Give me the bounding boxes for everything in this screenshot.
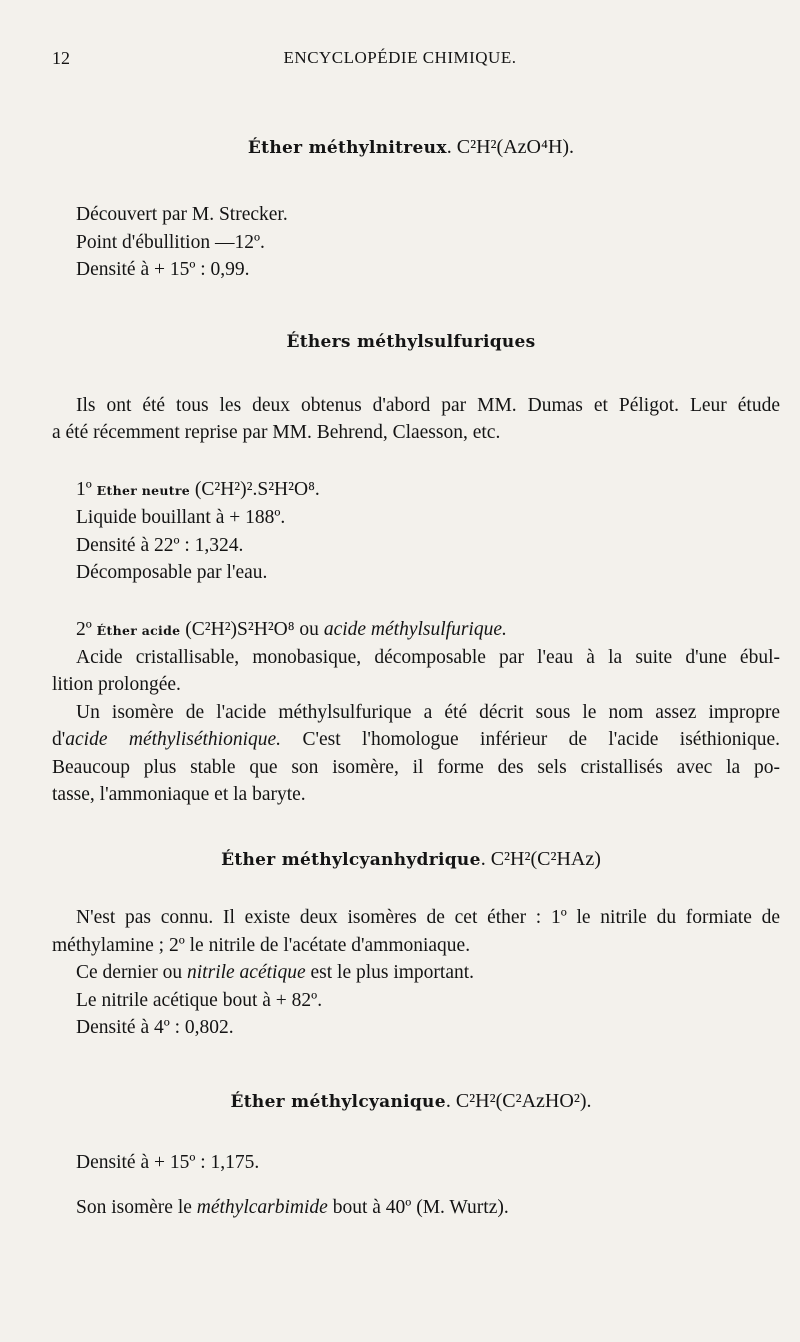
item-name: Éther acide bbox=[96, 623, 181, 638]
section-title: Éther méthylcyanique bbox=[230, 1092, 446, 1112]
text-line: Un isomère de l'acide méthylsulfurique a été décrit sous le nom assez impropre bbox=[76, 702, 780, 723]
text-fragment: C'est l'homologue inférieur de l'acide iséthionique. bbox=[281, 729, 780, 750]
text-line: Découvert par M. Strecker. bbox=[76, 204, 288, 225]
text-line: N'est pas connu. Il existe deux isomères de cet éther : 1º le nitrile du formiate de bbox=[76, 907, 780, 928]
text-line: a été récemment reprise par MM. Behrend, Claesson, etc. bbox=[52, 422, 501, 443]
section-title: Éthers méthylsulfuriques bbox=[286, 332, 536, 352]
text-fragment: Son isomère le bbox=[76, 1197, 197, 1218]
text-fragment: est le plus important. bbox=[305, 962, 475, 983]
text-line: lition prolongée. bbox=[52, 674, 181, 695]
running-title: ENCYCLOPÉDIE CHIMIQUE. bbox=[283, 48, 517, 67]
item-heading bbox=[76, 617, 780, 644]
italic-term: acide méthyliséthionique. bbox=[65, 729, 282, 750]
item-number: 1º bbox=[76, 479, 92, 500]
text-line: Point d'ébullition —12º. bbox=[76, 232, 265, 253]
page-number: 12 bbox=[52, 48, 70, 68]
text-line: Densité à 22º : 1,324. bbox=[76, 535, 244, 556]
item-formula: (C²H²)S²H²O⁸ ou bbox=[185, 619, 319, 640]
text-line bbox=[52, 727, 780, 753]
text-line: Densité à + 15º : 1,175. bbox=[76, 1152, 260, 1173]
text-line: Décomposable par l'eau. bbox=[76, 562, 268, 583]
text-line: Densité à + 15º : 0,99. bbox=[76, 259, 250, 280]
text-fragment: d' bbox=[52, 729, 66, 750]
item-formula: (C²H²)².S²H²O⁸. bbox=[194, 479, 320, 500]
text-line: Beaucoup plus stable que son isomère, il forme des sels cristallisés avec la po- bbox=[52, 757, 780, 778]
section-heading-methylcyanhydrique bbox=[52, 848, 770, 871]
section-heading-methylcyanique bbox=[52, 1090, 770, 1113]
italic-term: méthylcarbimide bbox=[196, 1197, 328, 1218]
section-formula: . C²H²(C²AzHO²). bbox=[445, 1090, 592, 1112]
section-formula: C²H²(AzO⁴H). bbox=[456, 136, 575, 158]
text-line: Densité à 4º : 0,802. bbox=[76, 1017, 234, 1038]
running-header bbox=[52, 48, 748, 72]
item-italic: acide méthylsulfurique. bbox=[323, 619, 507, 640]
text-line: Ils ont été tous les deux obtenus d'abord par MM. Dumas et Péligot. Leur étude bbox=[76, 395, 780, 416]
text-line: Liquide bouillant à + 188º. bbox=[76, 507, 286, 528]
item-heading bbox=[76, 477, 780, 504]
item-name: Ether neutre bbox=[96, 483, 190, 498]
section-title: Éther méthylnitreux bbox=[247, 138, 447, 158]
text-line bbox=[76, 1195, 780, 1221]
text-line: Le nitrile acétique bout à + 82º. bbox=[76, 990, 323, 1011]
text-fragment: Ce dernier ou bbox=[76, 962, 188, 983]
italic-term: nitrile acétique bbox=[187, 962, 306, 983]
section-heading-methylsulfuriques bbox=[52, 330, 770, 353]
section-heading-methylnitreux: Éther méthylnitreux. C²H²(AzO⁴H). bbox=[247, 136, 575, 158]
item-number: 2º bbox=[76, 619, 92, 640]
text-fragment: bout à 40º (M. Wurtz). bbox=[327, 1197, 509, 1218]
section-title: Éther méthylcyanhydrique bbox=[221, 850, 481, 870]
section-formula: . C²H²(C²HAz) bbox=[480, 848, 601, 870]
text-line: tasse, l'ammoniaque et la baryte. bbox=[52, 784, 306, 805]
text-line: Acide cristallisable, monobasique, décomposable par l'eau à la suite d'une ébul- bbox=[76, 647, 780, 668]
text-line: méthylamine ; 2º le nitrile de l'acétate d'ammoniaque. bbox=[52, 935, 471, 956]
text-line bbox=[76, 960, 780, 986]
